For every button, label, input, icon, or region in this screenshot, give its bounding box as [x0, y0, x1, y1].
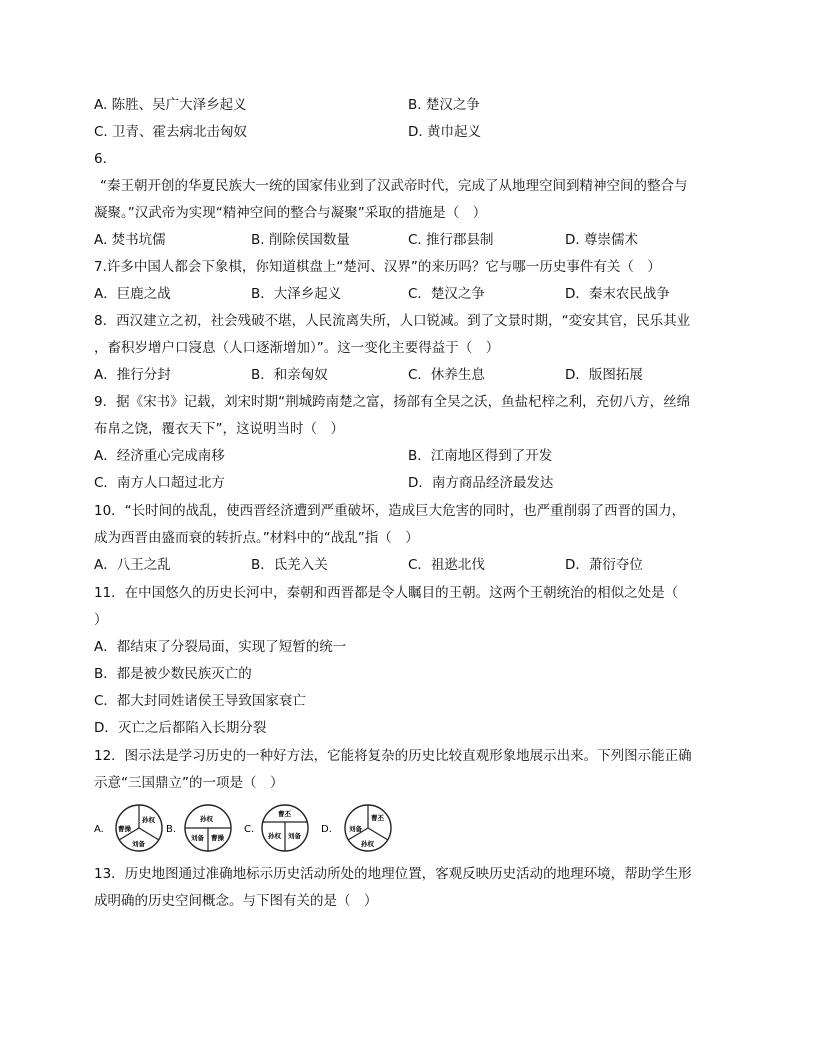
- q6-option-a: A. 焚书坑儒: [94, 232, 166, 248]
- q12-stem-line2: 示意“三国鼎立”的一项是（ ）: [94, 775, 284, 791]
- diagram-b-name-2: 曹操: [211, 834, 224, 842]
- q6-option-d: D. 尊崇儒术: [565, 232, 638, 248]
- q11-stem-line1: 11．在中国悠久的历史长河中，秦朝和西晋都是令人瞩目的王朝。这两个王朝统治的相似之处是（: [94, 585, 679, 601]
- q9-option-d: D．南方商品经济最发达: [408, 475, 554, 491]
- q9-option-b: B．江南地区得到了开发: [408, 448, 553, 464]
- q10-stem-line1: 10．“长时间的战乱，使西晋经济遭到严重破坏，造成巨大危害的同时，也严重削弱了西晋的国力，: [94, 503, 686, 519]
- q6-stem-line2: 凝聚。”汉武帝为实现“精神空间的整合与凝聚”采取的措施是（ ）: [94, 205, 487, 221]
- q11-option-a: A．都结束了分裂局面，实现了短暂的统一: [94, 639, 347, 655]
- diagram-a-name-3: 刘备: [132, 840, 145, 848]
- diagram-option-a[interactable]: [94, 805, 162, 851]
- q5-option-b: B. 楚汉之争: [408, 97, 480, 113]
- q8-stem-line2: ，畜积岁增户口寖息（人口逐渐增加）”。这一变化主要得益于（ ）: [94, 340, 500, 356]
- q7-option-d: D．秦末农民战争: [565, 286, 670, 302]
- q6-stem-line1: “秦王朝开创的华夏民族大一统的国家伟业到了汉武帝时代，完成了从地理空间到精神空间的整合与: [100, 178, 688, 194]
- diagram-d-name-1: 曹丕: [371, 814, 384, 822]
- q11-stem-line2: ）: [94, 612, 108, 628]
- q9-stem-line2: 布帛之饶，覆衣天下”，这说明当时（ ）: [94, 421, 344, 437]
- q8-option-c: C．休养生息: [408, 367, 485, 383]
- q9-option-c: C．南方人口超过北方: [94, 475, 225, 491]
- diagram-c-name-1: 曹丕: [278, 810, 291, 818]
- q13-stem-line2: 成明确的历史空间概念。与下图有关的是（ ）: [94, 893, 378, 909]
- q8-option-d: D．版图拓展: [565, 367, 643, 383]
- diagram-option-b-label: B.: [166, 824, 177, 835]
- q6-option-c: C. 推行郡县制: [408, 232, 494, 248]
- q9-option-a: A．经济重心完成南移: [94, 448, 225, 464]
- q10-option-d: D．萧衍夺位: [565, 557, 643, 573]
- q7-option-a: A．巨鹿之战: [94, 286, 171, 302]
- q7-stem: 7.许多中国人都会下象棋，你知道棋盘上“楚河、汉界”的来历吗？它与哪一历史事件有关（ ）: [94, 259, 661, 275]
- diagram-d-name-3: 孙权: [361, 840, 374, 848]
- q10-option-c: C．祖逖北伐: [408, 557, 485, 573]
- diagram-d-name-2: 刘备: [349, 825, 362, 833]
- diagram-b-name-3: 刘备: [191, 834, 204, 842]
- q9-stem-line1: 9．据《宋书》记载，刘宋时期“荆城跨南楚之富，扬部有全吴之沃，鱼盐杞梓之利，充仞八方，丝绵: [94, 394, 691, 410]
- diagram-option-a-label: A.: [94, 824, 104, 835]
- diagram-a-name-1: 孙权: [142, 816, 155, 824]
- q7-option-c: C．楚汉之争: [408, 286, 485, 302]
- diagram-a-name-2: 曹操: [118, 825, 131, 833]
- q11-option-b: B．都是被少数民族灭亡的: [94, 666, 252, 682]
- three-kingdoms-diagrams: [94, 800, 414, 856]
- diagram-option-c[interactable]: [244, 805, 308, 851]
- diagram-b-name-1: 孙权: [200, 815, 213, 823]
- q11-option-c: C．都大封同姓诸侯王导致国家衰亡: [94, 693, 306, 709]
- q7-option-b: B．大泽乡起义: [251, 286, 342, 302]
- diagram-option-d[interactable]: [321, 805, 391, 851]
- q6-number: 6.: [94, 151, 107, 167]
- q10-stem-line2: 成为西晋由盛而衰的转折点。”材料中的“战乱”指（ ）: [94, 530, 419, 546]
- q5-option-a: A. 陈胜、吴广大泽乡起义: [94, 97, 247, 113]
- diagram-option-d-label: D.: [321, 824, 332, 835]
- q11-option-d: D．灭亡之后都陷入长期分裂: [94, 720, 267, 736]
- q6-option-b: B. 削除侯国数量: [251, 232, 350, 248]
- q10-option-b: B．氐羌入关: [251, 557, 328, 573]
- q8-stem-line1: 8．西汉建立之初，社会残破不堪，人民流离失所，人口锐减。到了文景时期，“変安其官，民乐其业: [94, 313, 691, 329]
- q12-stem-line1: 12．图示法是学习历史的一种好方法，它能将复杂的历史比较直观形象地展示出来。下列图示能正确: [94, 748, 692, 764]
- diagram-option-b[interactable]: [166, 805, 231, 851]
- diagram-option-c-label: C.: [244, 824, 255, 835]
- q10-option-a: A．八王之乱: [94, 557, 171, 573]
- q8-option-b: B．和亲匈奴: [251, 367, 328, 383]
- q5-option-d: D. 黄巾起义: [408, 124, 481, 140]
- q5-option-c: C. 卫青、霍去病北击匈奴: [94, 124, 248, 140]
- diagram-c-name-2: 孙权: [268, 832, 281, 840]
- diagram-c-name-3: 刘备: [288, 832, 301, 840]
- q8-option-a: A．推行分封: [94, 367, 171, 383]
- q13-stem-line1: 13．历史地图通过准确地标示历史活动所处的地理位置，客观反映历史活动的地理环境，帮助学生形: [94, 866, 692, 882]
